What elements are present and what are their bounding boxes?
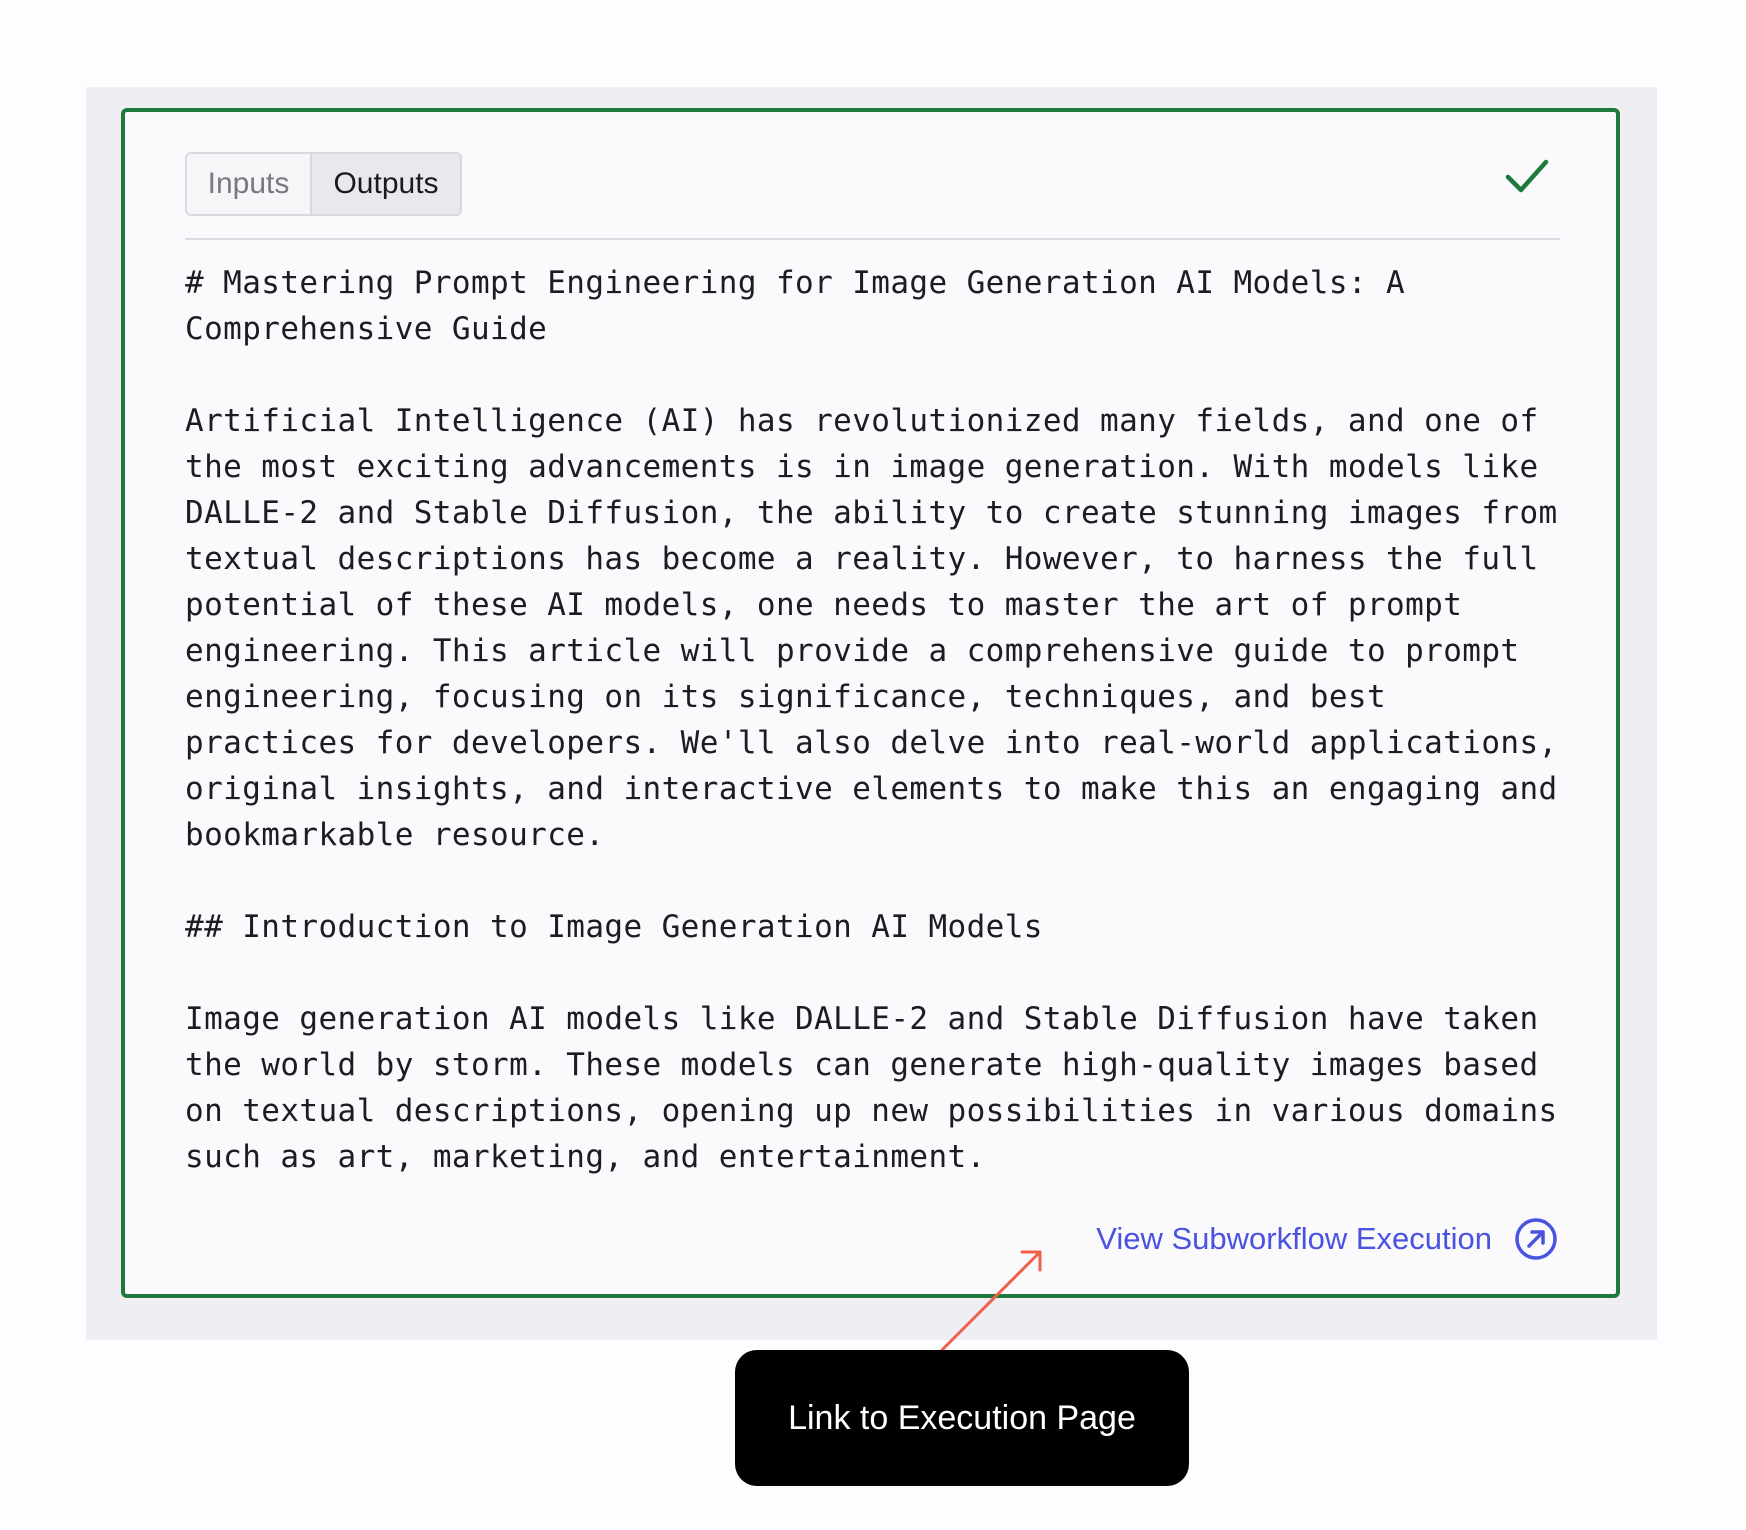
output-heading-1: # Mastering Prompt Engineering for Image Generation AI Models: A Comprehensive Guide <box>185 265 1406 347</box>
output-heading-2: ## Introduction to Image Generation AI Models <box>185 909 1043 945</box>
annotation-label: Link to Execution Page <box>788 1398 1136 1437</box>
output-text <box>185 260 1575 1180</box>
checkmark-icon <box>1504 156 1550 196</box>
tab-outputs[interactable]: Outputs <box>312 154 460 214</box>
link-label[interactable]: View Subworkflow Execution <box>1096 1221 1492 1256</box>
output-paragraph-1: Artificial Intelligence (AI) has revolutionized many fields, and one of the most exciting advancements is in image generation. With models like DALLE-2 and Stable Diffusion, the ability to create stunning images from textual descriptions has become a reality. However, to harness the full potential of these AI models, one needs to master the art of prompt engineering. This article will provide a comprehensive guide to prompt engineering, focusing on its significance, techniques, and best practices for developers. We'll also delve into real-world applications, original insights, and interactive elements to make this an engaging and bookmarkable resource. <box>185 403 1558 853</box>
output-paragraph-2: Image generation AI models like DALLE-2 and Stable Diffusion have taken the world by storm. These models can generate high-quality images based on textual descriptions, opening up new possibilities in various domains such as art, marketing, and entertainment. <box>185 1001 1558 1175</box>
divider <box>185 238 1560 240</box>
annotation-callout <box>735 1350 1189 1486</box>
tab-group <box>185 152 462 216</box>
output-card <box>121 108 1620 1298</box>
tab-inputs[interactable]: Inputs <box>187 154 312 214</box>
annotation-arrow-icon <box>930 1240 1050 1360</box>
view-subworkflow-execution-link[interactable] <box>1096 1217 1558 1261</box>
external-link-icon[interactable] <box>1514 1217 1558 1261</box>
